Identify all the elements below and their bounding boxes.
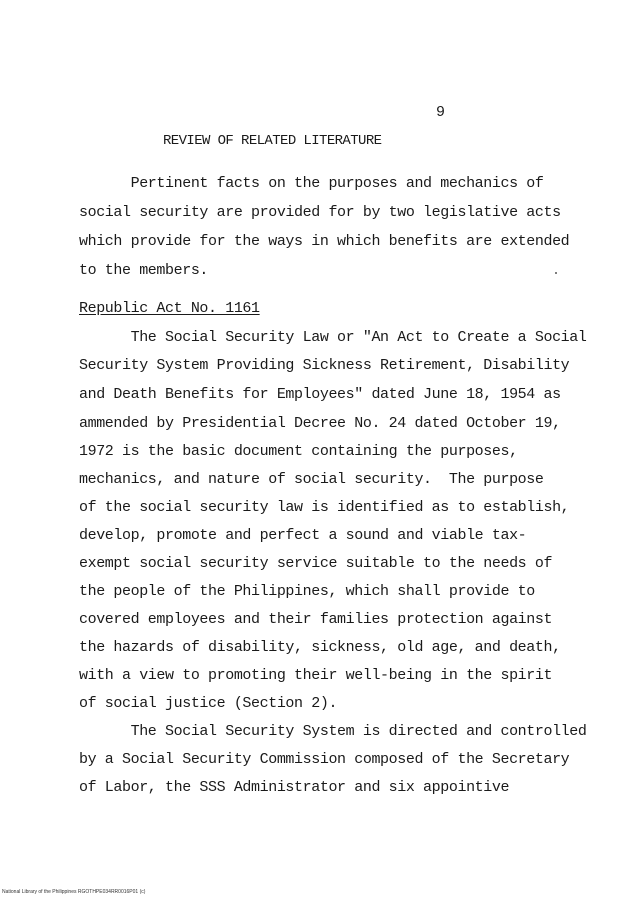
text-line: Pertinent facts on the purposes and mechanics of xyxy=(79,175,544,192)
text-line: the people of the Philippines, which shall provide to xyxy=(79,583,535,600)
text-line: by a Social Security Commission composed of the Secretary xyxy=(79,751,570,768)
page-number: 9 xyxy=(436,104,446,121)
text-line: Security System Providing Sickness Retirement, Disability xyxy=(79,357,570,374)
text-line: which provide for the ways in which benefits are extended xyxy=(79,233,570,250)
text-line: covered employees and their families protection against xyxy=(79,611,553,628)
text-line: The Social Security System is directed and controlled xyxy=(79,723,587,740)
page-title: REVIEW OF RELATED LITERATURE xyxy=(163,133,382,149)
text-line: with a view to promoting their well-being in the spirit xyxy=(79,667,553,684)
text-line: exempt social security service suitable to the needs of xyxy=(79,555,553,572)
text-line: of social justice (Section 2). xyxy=(79,695,338,712)
text-line: mechanics, and nature of social security. The purpose xyxy=(79,471,544,488)
text-line: and Death Benefits for Employees" dated June 18, 1954 as xyxy=(79,386,561,403)
scan-speck xyxy=(555,272,557,274)
scan-footer: National Library of the Philippines RGOTHPE034RR0016P01 (c) xyxy=(2,889,146,895)
text-line: The Social Security Law or "An Act to Create a Social xyxy=(79,329,587,346)
text-line: ammended by Presidential Decree No. 24 dated October 19, xyxy=(79,415,561,432)
text-line: develop, promote and perfect a sound and viable tax- xyxy=(79,527,527,544)
text-line: of the social security law is identified as to establish, xyxy=(79,499,570,516)
section-heading: Republic Act No. 1161 xyxy=(79,300,260,317)
text-line: the hazards of disability, sickness, old age, and death, xyxy=(79,639,561,656)
text-line: to the members. xyxy=(79,262,209,279)
text-line: of Labor, the SSS Administrator and six appointive xyxy=(79,779,510,796)
text-line: social security are provided for by two legislative acts xyxy=(79,204,561,221)
text-line: 1972 is the basic document containing the purposes, xyxy=(79,443,518,460)
